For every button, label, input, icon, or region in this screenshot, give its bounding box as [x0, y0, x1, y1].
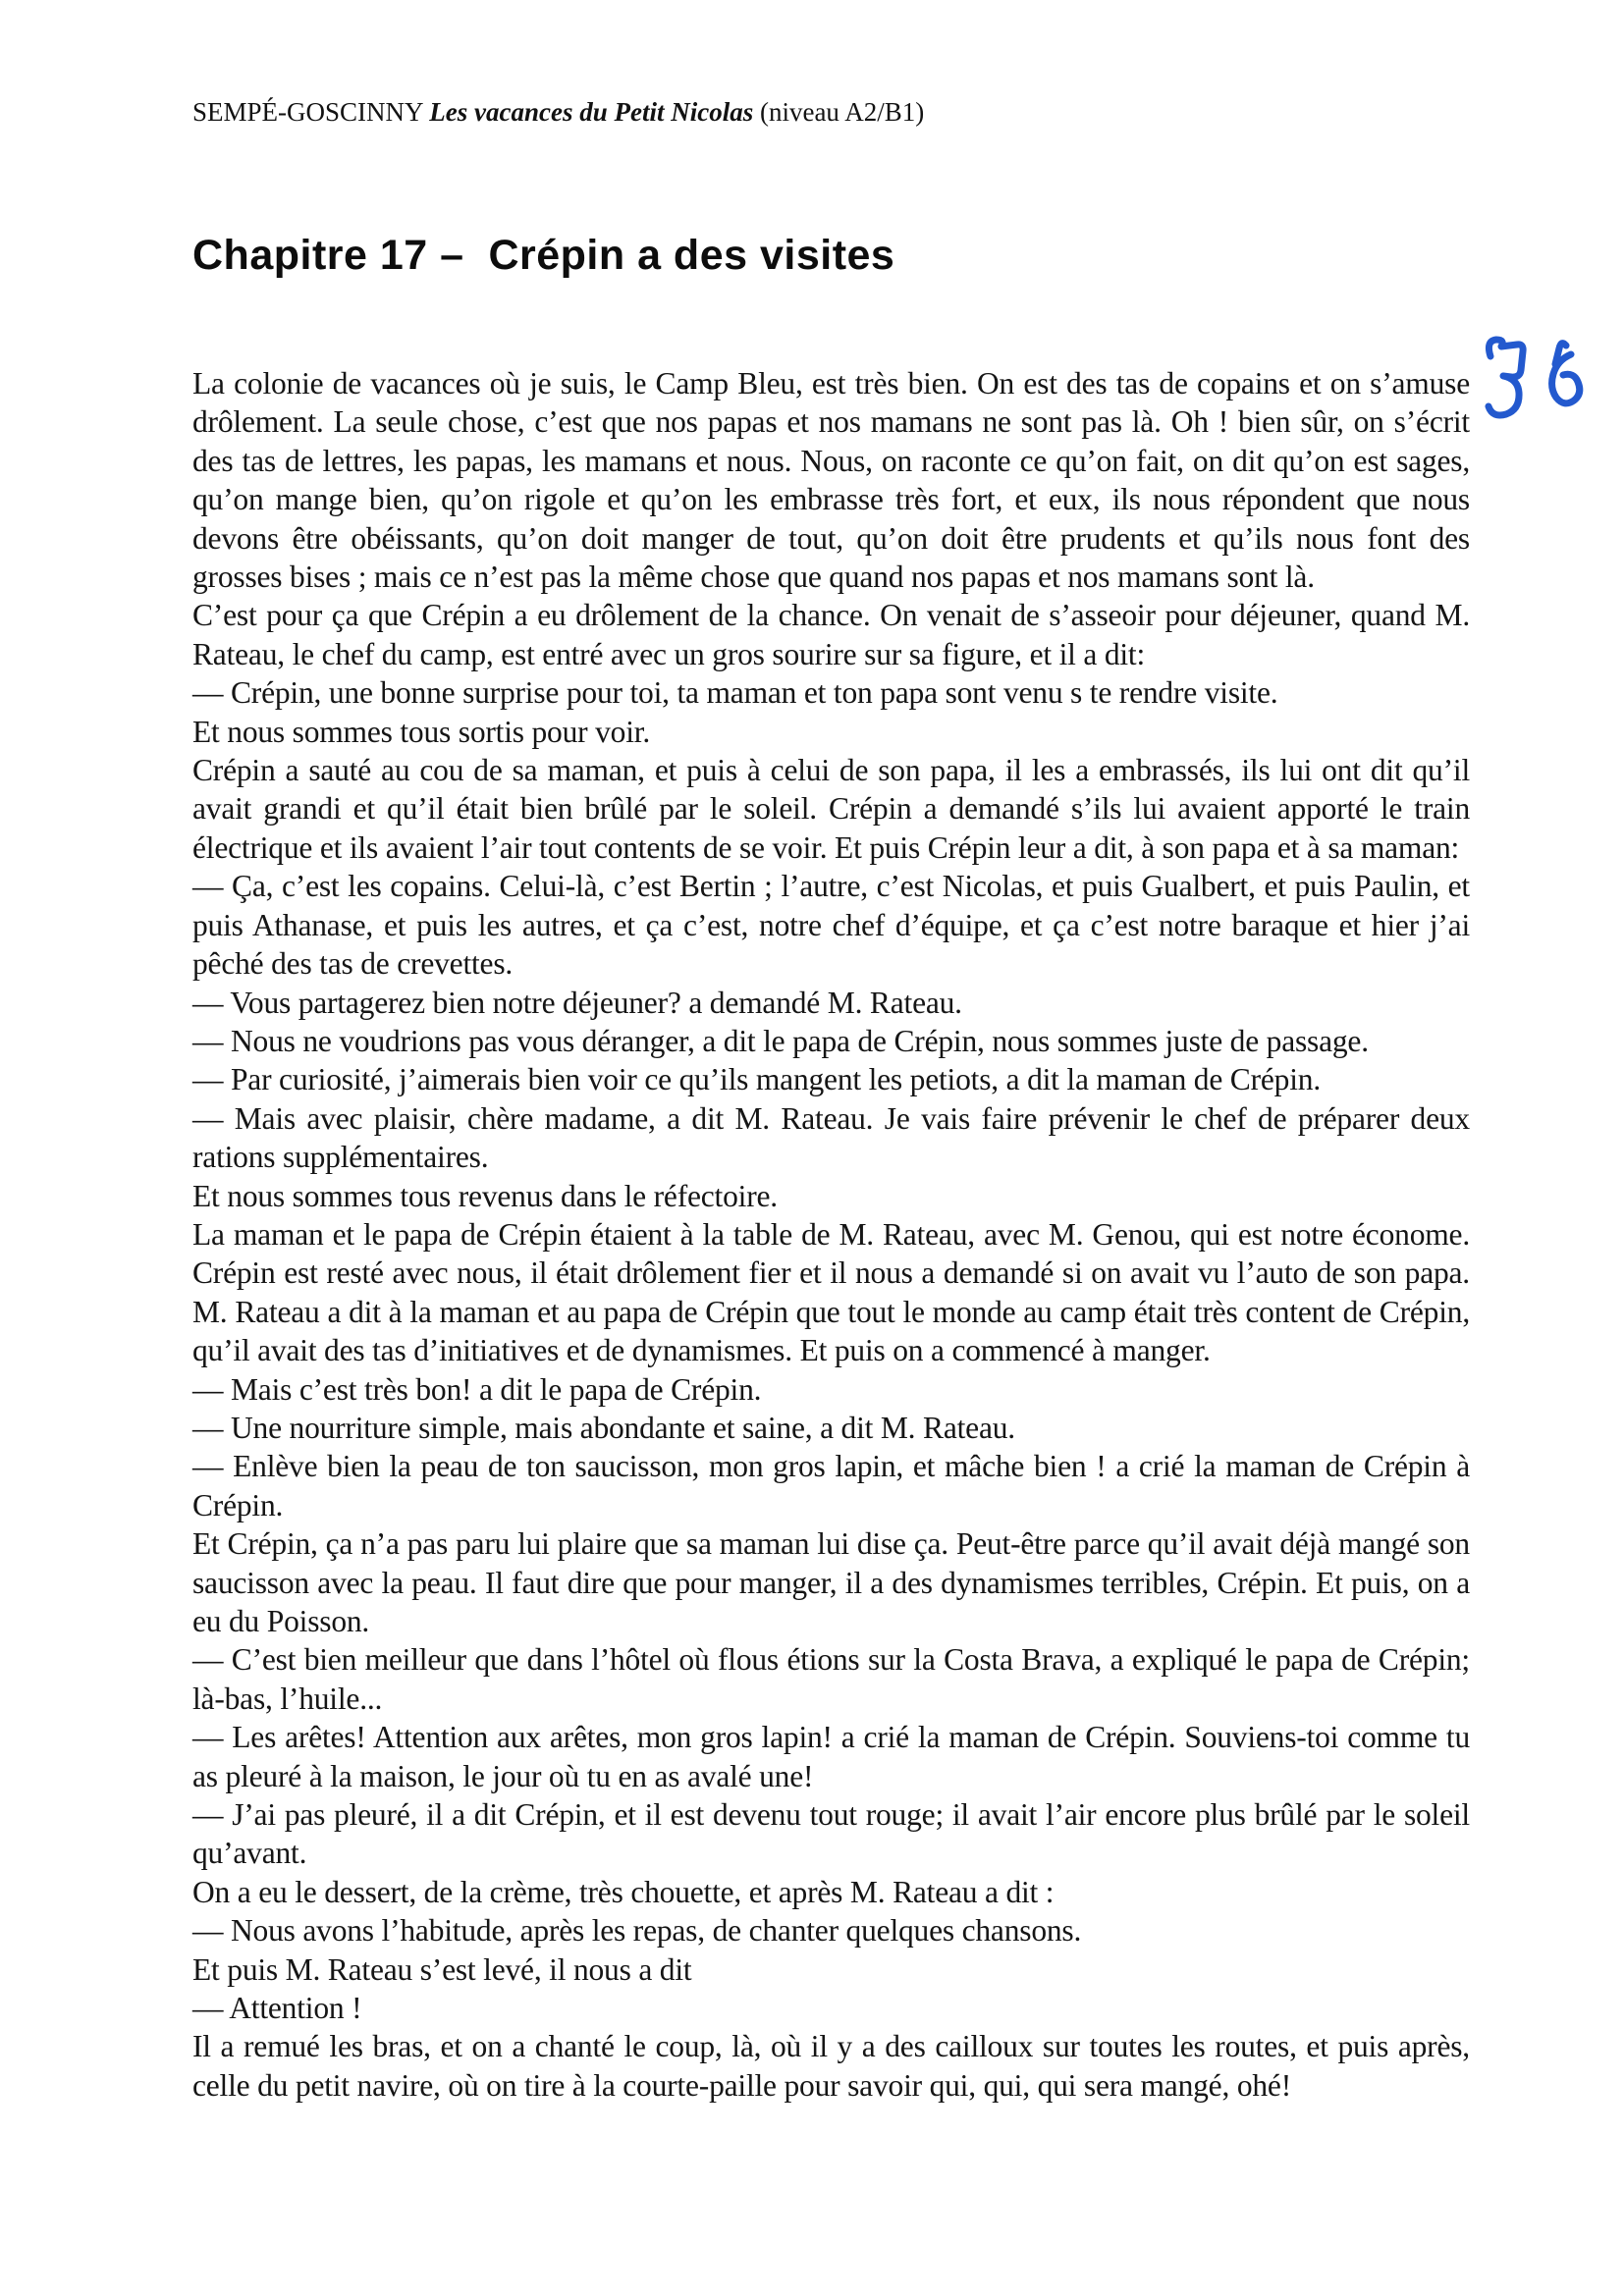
- paragraph: — Mais c’est très bon! a dit le papa de Crépin.: [192, 1371, 762, 1407]
- running-header: [192, 95, 1470, 129]
- paragraph: — Crépin, une bonne surprise pour toi, ta maman et ton papa sont venu s te rendre visite.: [192, 675, 1278, 711]
- header-authors: SEMPÉ-GOSCINNY: [192, 97, 430, 127]
- annotation-glyph-2: [1552, 344, 1580, 403]
- paragraph: Et nous sommes tous revenus dans le réfectoire.: [192, 1178, 778, 1213]
- paragraph: — J’ai pas pleuré, il a dit Crépin, et il est devenu tout rouge; il avait l’air encore plus brûlé par le soleil qu’avant.: [192, 1797, 1470, 1871]
- paragraph: On a eu le dessert, de la crème, très chouette, et après M. Rateau a dit :: [192, 1874, 1055, 1909]
- chapter-body: [192, 364, 1470, 2105]
- header-level-note: (niveau A2/B1): [753, 97, 925, 127]
- paragraph: — Mais avec plaisir, chère madame, a dit M. Rateau. Je vais faire prévenir le chef de préparer deux rations supplémentaires.: [192, 1100, 1470, 1175]
- paragraph: — C’est bien meilleur que dans l’hôtel où flous étions sur la Costa Brava, a expliqué le papa de Crépin; là-bas, l’huile...: [192, 1642, 1470, 1716]
- paragraph: — Enlève bien la peau de ton saucisson, mon gros lapin, et mâche bien ! a crié la maman de Crépin à Crépin.: [192, 1449, 1470, 1522]
- annotation-glyph-1: [1489, 340, 1523, 415]
- paragraph: — Vous partagerez bien notre déjeuner? a demandé M. Rateau.: [192, 985, 962, 1020]
- paragraph: La maman et le papa de Crépin étaient à la table de M. Rateau, avec M. Genou, qui est notre économe. Crépin est resté avec nous, il était drôlement fier et il nous a demandé si on avait vu l’auto de son papa. M. Rateau a dit à la maman et au papa de Crépin que tout le monde au camp était très content de Crépin, qu’il avait des tas d’initiatives et de dynamismes. Et puis on a commencé à manger.: [192, 1216, 1470, 1368]
- paragraph: — Les arêtes! Attention aux arêtes, mon gros lapin! a crié la maman de Crépin. Souviens-toi comme tu as pleuré à la maison, le jour où tu en as avalé une!: [192, 1720, 1470, 1793]
- page-content: [192, 0, 1470, 2105]
- paragraph: — Ça, c’est les copains. Celui-là, c’est Bertin ; l’autre, c’est Nicolas, et puis Gualbert, et puis Paulin, et puis Athanase, et puis les autres, et ça c’est, notre chef d’équipe, et ça c’est notre baraque et hier j’ai pêché des tas de crevettes.: [192, 869, 1470, 982]
- paragraph: — Par curiosité, j’aimerais bien voir ce qu’ils mangent les petiots, a dit la maman de Crépin.: [192, 1062, 1322, 1097]
- paragraph: — Nous ne voudrions pas vous déranger, a dit le papa de Crépin, nous sommes juste de passage.: [192, 1023, 1369, 1058]
- handwritten-annotation: [1473, 330, 1591, 436]
- paragraph: La colonie de vacances où je suis, le Camp Bleu, est très bien. On est des tas de copains et on s’amuse drôlement. La seule chose, c’est que nos papas et nos mamans ne sont pas là. Oh ! bien sûr, on s’écrit des tas de lettres, les papas, les mamans et nous. Nous, on raconte ce qu’on fait, on dit qu’on est sages, qu’on mange bien, qu’on rigole et qu’on les embrasse très fort, et eux, ils nous répondent que nous devons être obéissants, qu’on doit manger de tout, qu’on doit être prudents et qu’ils nous font des grosses bises ; mais ce n’est pas la même chose que quand nos papas et nos mamans sont là.: [192, 366, 1470, 595]
- paragraph: Crépin a sauté au cou de sa maman, et puis à celui de son papa, il les a embrassés, ils lui ont dit qu’il avait grandi et qu’il était bien brûlé par le soleil. Crépin a demandé s’ils lui avaient apporté le train électrique et ils avaient l’air tout contents de se voir. Et puis Crépin leur a dit, à son papa et à sa maman:: [192, 753, 1470, 865]
- paragraph: — Une nourriture simple, mais abondante et saine, a dit M. Rateau.: [192, 1410, 1015, 1445]
- paragraph: — Nous avons l’habitude, après les repas, de chanter quelques chansons.: [192, 1913, 1082, 1949]
- paragraph: Et nous sommes tous sortis pour voir.: [192, 714, 650, 749]
- header-book-title: Les vacances du Petit Nicolas: [429, 97, 754, 127]
- paragraph: Et puis M. Rateau s’est levé, il nous a dit: [192, 1951, 692, 1987]
- paragraph: Et Crépin, ça n’a pas paru lui plaire que sa maman lui dise ça. Peut-être parce qu’il avait déjà mangé son saucisson avec la peau. Il faut dire que pour manger, il a des dynamismes terribles, Crépin. Et puis, on a eu du Poisson.: [192, 1526, 1470, 1638]
- chapter-title: Chapitre 17 – Crépin a des visites: [192, 232, 895, 279]
- paragraph: — Attention !: [192, 1991, 362, 2026]
- paragraph: Il a remué les bras, et on a chanté le coup, là, où il y a des cailloux sur toutes les routes, et puis après, celle du petit navire, où on tire à la courte-paille pour savoir qui, qui, qui sera mangé, ohé!: [192, 2029, 1470, 2103]
- paragraph: C’est pour ça que Crépin a eu drôlement de la chance. On venait de s’asseoir pour déjeuner, quand M. Rateau, le chef du camp, est entré avec un gros sourire sur sa figure, et il a dit:: [192, 598, 1470, 671]
